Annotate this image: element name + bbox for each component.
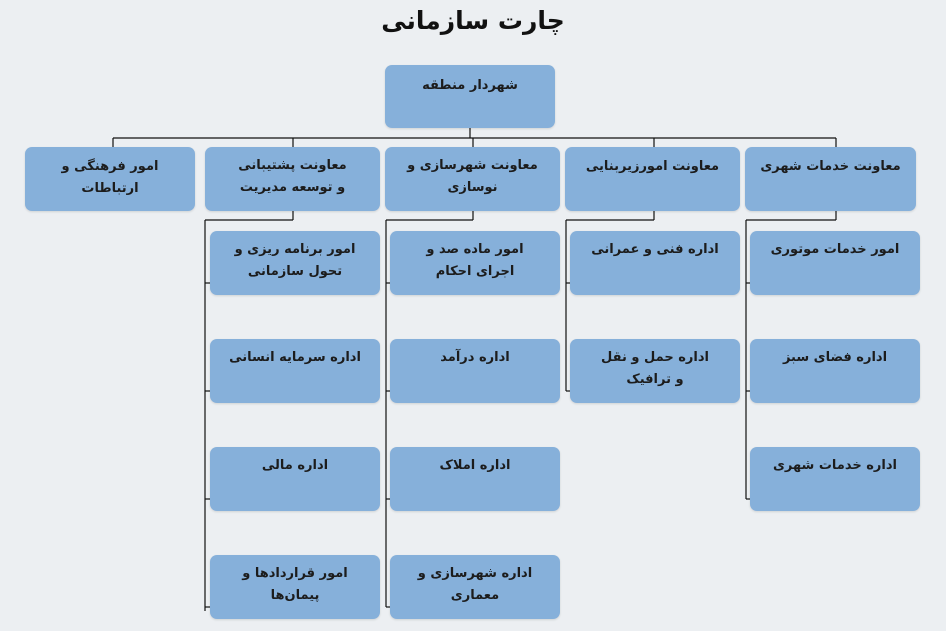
- unit-technical-civil: اداره فنی و عمرانی: [570, 231, 740, 295]
- deputy-support: معاونت پشتیبانی و توسعه مدیریت: [205, 147, 380, 211]
- deputy-culture: امور فرهنگی و ارتباطات: [25, 147, 195, 211]
- unit-article-100: امور ماده صد و اجرای احکام: [390, 231, 560, 295]
- unit-urban-services: اداره خدمات شهری: [750, 447, 920, 511]
- unit-properties: اداره املاک: [390, 447, 560, 511]
- unit-motor-services: امور خدمات موتوری: [750, 231, 920, 295]
- chart-title: چارت سازمانی: [381, 6, 565, 35]
- deputy-urban-planning: معاونت شهرسازی و نوسازی: [385, 147, 560, 211]
- deputy-infrastructure: معاونت امورزیربنایی: [565, 147, 740, 211]
- unit-planning: امور برنامه ریزی و تحول سازمانی: [210, 231, 380, 295]
- unit-human-capital: اداره سرمایه انسانی: [210, 339, 380, 403]
- unit-contracts: امور قراردادها و پیمان‌ها: [210, 555, 380, 619]
- unit-transport-traffic: اداره حمل و نقل و ترافیک: [570, 339, 740, 403]
- unit-green-space: اداره فضای سبز: [750, 339, 920, 403]
- unit-finance: اداره مالی: [210, 447, 380, 511]
- unit-architecture: اداره شهرسازی و معماری: [390, 555, 560, 619]
- root-node: شهردار منطقه: [385, 65, 555, 128]
- deputy-urban-services: معاونت خدمات شهری: [745, 147, 916, 211]
- unit-revenue: اداره درآمد: [390, 339, 560, 403]
